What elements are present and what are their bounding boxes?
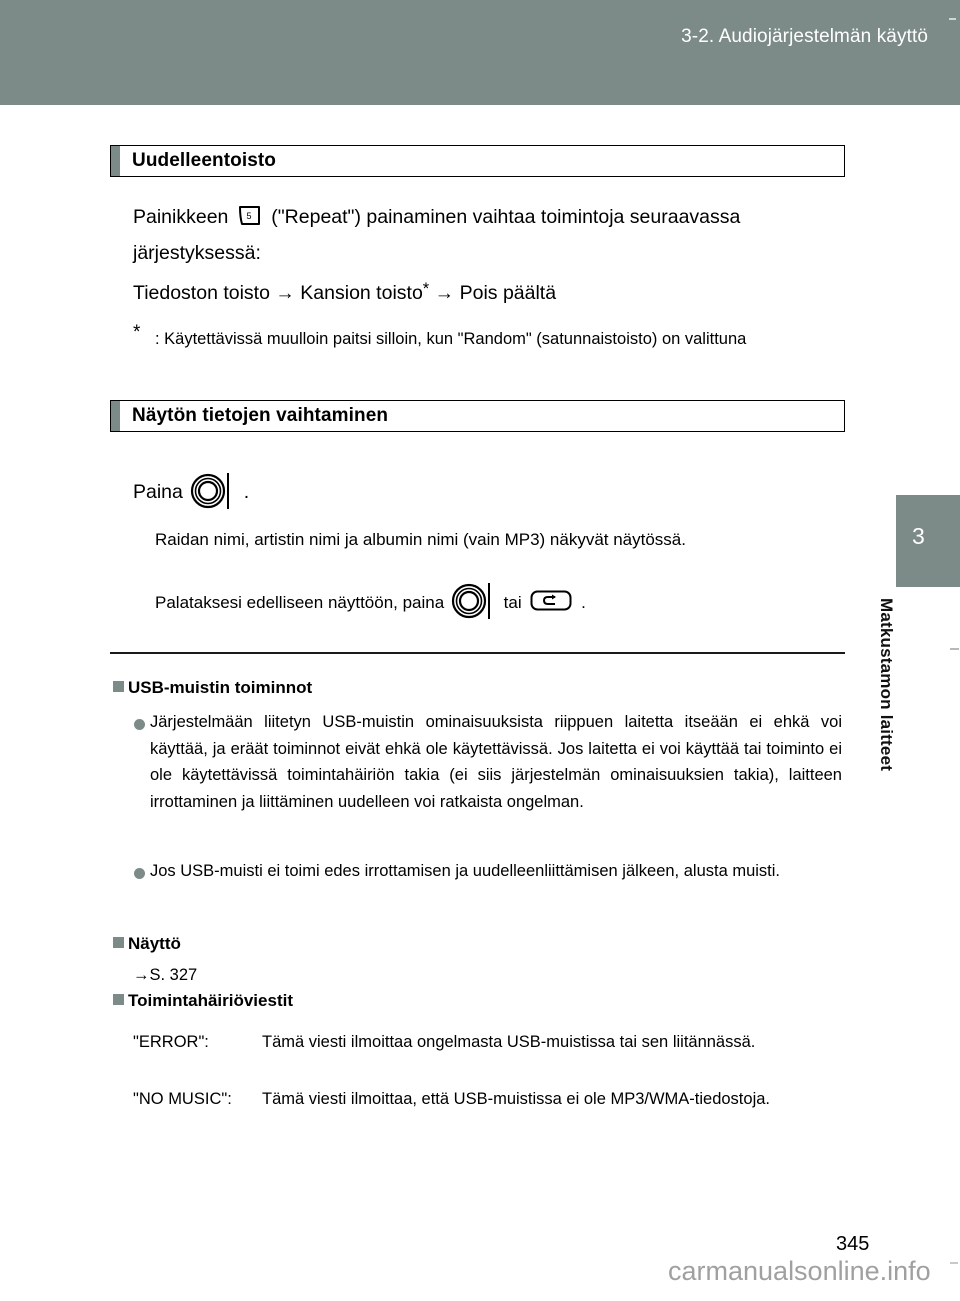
- repeat-seq-2: Kansion toisto: [300, 282, 423, 304]
- knob-icon: [190, 473, 236, 509]
- section-marker: [111, 401, 120, 431]
- bottom-right-crop-mark: [950, 1262, 958, 1264]
- repeat-seq-arrow-1: →: [275, 282, 295, 304]
- note-heading-usb: [113, 678, 312, 698]
- knob-icon: [451, 583, 497, 619]
- repeat-intro-paragraph: [133, 199, 843, 271]
- square-bullet-icon: [113, 994, 124, 1005]
- round-bullet-icon: [134, 868, 145, 879]
- display-press-line: [133, 473, 843, 510]
- error-row-key: "NO MUSIC":: [133, 1090, 232, 1108]
- repeat-seq-arrow-2: →: [434, 282, 455, 304]
- svg-text:5: 5: [246, 211, 252, 221]
- note-usb-bullet-1: Järjestelmään liitetyn USB-muistin ominaisuuksista riippuen laitetta itseään ei ehkä voi käyttää, ja eräät toiminnot eivät ehkä ole käytettävissä. Jos laitetta ei voi käyttää tai toiminto ei ole käytettävissä toimintahäiriön takia (ei siis järjestelmän ominaisuuksien takia), laitteen irrottaminen ja liittäminen uudelleen voi ratkaista ongelman.: [150, 713, 842, 811]
- display-info-line: Raidan nimi, artistin nimi ja albumin nimi (vain MP3) näkyvät näytössä.: [155, 530, 686, 549]
- watermark: carmanualsonline.info: [668, 1256, 931, 1286]
- display-back-end: .: [581, 593, 586, 612]
- note-display-reference[interactable]: →S. 327: [133, 966, 198, 984]
- repeat-sequence-line: [133, 271, 843, 311]
- page-header-title: 3-2. Audiojärjestelmän käyttö: [681, 26, 928, 47]
- note-heading-display-label: Näyttö: [128, 934, 181, 953]
- section-divider: [110, 652, 845, 654]
- section-title-display-info: Näytön tietojen vaihtaminen: [132, 405, 389, 426]
- section-title-repeat: Uudelleentoisto: [132, 150, 277, 171]
- display-back-line: [155, 583, 855, 619]
- note-heading-usb-label: USB-muistin toiminnot: [128, 678, 313, 697]
- section-marker: [111, 146, 120, 176]
- display-back-prefix: Palataksesi edelliseen näyttöön, paina: [155, 593, 445, 612]
- repeat-intro-suffix: ("Repeat") painaminen vaihtaa toimintoja seuraavassa järjestyksessä:: [133, 206, 741, 264]
- top-right-crop-mark: [949, 18, 956, 20]
- repeat-seq-3: Pois päältä: [459, 282, 557, 304]
- button-5-icon: [237, 205, 263, 227]
- display-press-period: .: [243, 481, 250, 503]
- display-back-or: tai: [503, 593, 522, 612]
- right-edge-crop-mark: [950, 648, 959, 650]
- square-bullet-icon: [113, 937, 124, 948]
- section-header-repeat: [110, 145, 845, 177]
- error-row-value: Tämä viesti ilmoittaa ongelmasta USB-muistissa tai sen liitännässä.: [262, 1033, 756, 1051]
- repeat-footnote-marker: *: [133, 322, 141, 343]
- repeat-seq-1: Tiedoston toisto: [133, 282, 270, 304]
- error-row-value: Tämä viesti ilmoittaa, että USB-muistissa ei ole MP3/WMA-tiedostoja.: [262, 1090, 770, 1108]
- page-number: 345: [836, 1233, 870, 1255]
- note-heading-display: [113, 934, 181, 954]
- repeat-footnote-text: : Käytettävissä muulloin paitsi silloin, kun "Random" (satunnaistoisto) on valittuna: [155, 330, 747, 348]
- repeat-intro-prefix: Painikkeen: [133, 206, 229, 228]
- note-usb-bullet-2: Jos USB-muisti ei toimi edes irrottamisen ja uudelleenliittämisen jälkeen, alusta muisti.: [150, 862, 781, 880]
- return-button-icon: [530, 590, 572, 611]
- chapter-tab: [896, 495, 960, 587]
- error-row-key: "ERROR":: [133, 1033, 209, 1051]
- round-bullet-icon: [134, 719, 145, 730]
- chapter-number: 3: [912, 523, 925, 549]
- note-heading-errors-label: Toimintahäiriöviestit: [128, 991, 293, 1010]
- repeat-seq-footnote-marker: *: [422, 279, 430, 298]
- display-press-label: Paina: [133, 481, 183, 503]
- note-heading-errors: [113, 991, 293, 1011]
- square-bullet-icon: [113, 681, 124, 692]
- section-header-display-info: [110, 400, 845, 432]
- page-header-band: [0, 0, 960, 105]
- chapter-label: Matkustamon laitteet: [877, 598, 896, 772]
